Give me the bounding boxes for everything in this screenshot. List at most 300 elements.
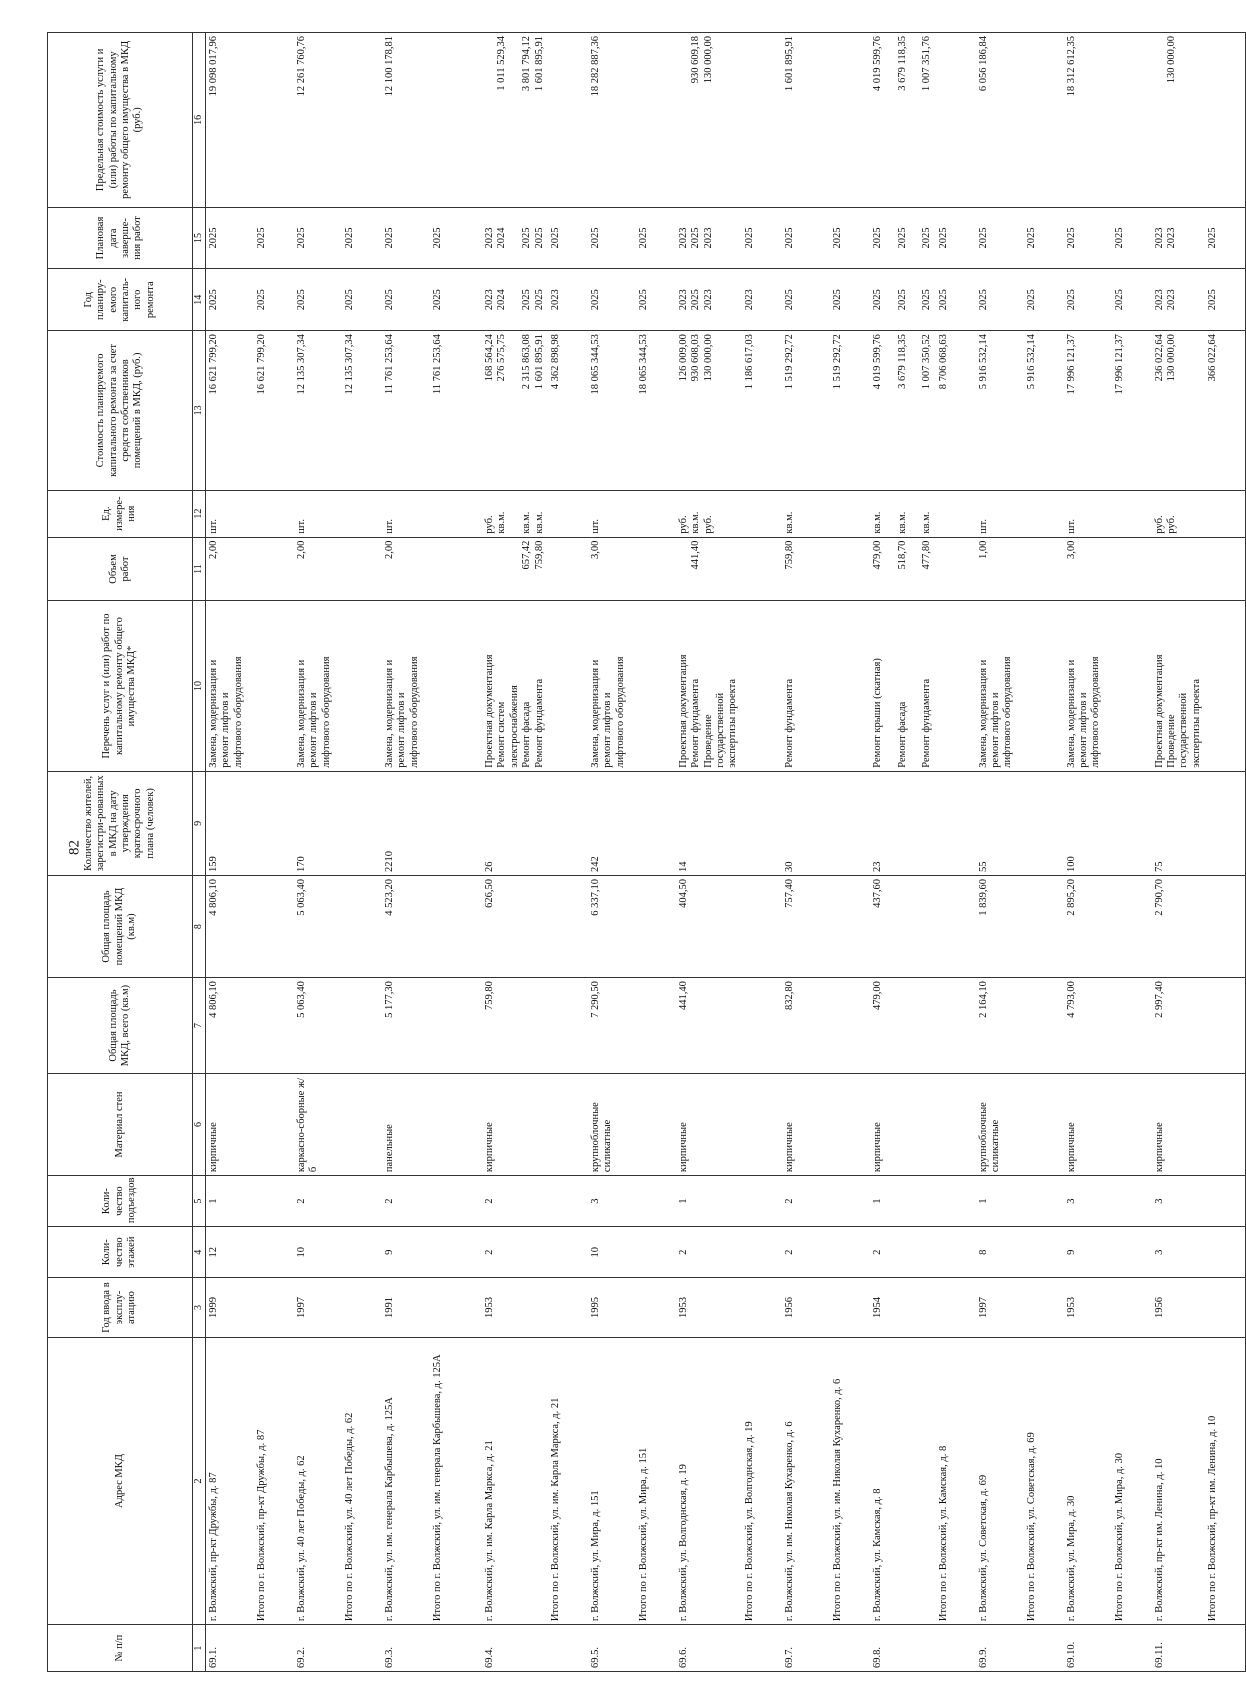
page-number: 82 <box>66 840 83 855</box>
empty-cell <box>342 1278 382 1338</box>
total-address: Итого по г. Волжский, ул. 40 лет Победы, д. 62 <box>342 1337 382 1624</box>
completion-date: 2025 <box>588 207 636 269</box>
empty-cell <box>636 1073 676 1175</box>
completion-date: 2023 2025 2023 <box>676 207 742 269</box>
row-number: 69.3. <box>382 1625 430 1672</box>
limit-cost: 12 261 760,76 <box>294 33 342 208</box>
column-number-10: 10 <box>193 601 206 771</box>
address: г. Волжский, пр-кт Дружбы, д. 87 <box>206 1337 255 1624</box>
empty-cell <box>342 537 382 601</box>
column-number-9: 9 <box>193 771 206 875</box>
wall-material: панельные <box>382 1073 430 1175</box>
total-row <box>430 33 482 1672</box>
completion-date: 2025 2025 2025 <box>870 207 936 269</box>
column-header-11: Объем работ <box>48 537 193 601</box>
total-repair-year: 2025 <box>830 269 870 331</box>
column-header-9: Количество жителей, зарегистри-рованных в МКД на дату утверждения краткосрочного плана (человек) <box>48 771 193 875</box>
total-area: 832,80 <box>782 978 830 1074</box>
column-header-10: Перечень услуг и (или) работ по капитальному ремонту общего имущества МКД* <box>48 601 193 771</box>
address: г. Волжский, ул. Советская, д. 69 <box>976 1337 1024 1624</box>
commission-year: 1954 <box>870 1278 936 1338</box>
total-completion-date: 2025 <box>830 207 870 269</box>
work-volume: 3,00 <box>1064 537 1112 601</box>
total-row <box>1112 33 1152 1672</box>
total-cost: 12 135 307,34 <box>342 331 382 491</box>
premises-area: 1 839,60 <box>976 875 1024 977</box>
empty-cell <box>936 601 976 771</box>
empty-cell <box>830 33 870 208</box>
empty-cell <box>636 1227 676 1278</box>
limit-cost: 19 098 017,96 <box>206 33 255 208</box>
premises-area: 626,50 <box>482 875 548 977</box>
row-number: 69.5. <box>588 1625 636 1672</box>
floors: 2 <box>870 1227 936 1278</box>
limit-cost: 930 609,18 130 000,00 <box>676 33 742 208</box>
premises-area: 4 523,20 <box>382 875 430 977</box>
floors: 9 <box>382 1227 430 1278</box>
total-address: Итого по г. Волжский, пр-кт Дружбы, д. 87 <box>254 1337 294 1624</box>
empty-cell <box>254 1278 294 1338</box>
empty-cell <box>1112 771 1152 875</box>
repair-year: 2025 <box>976 269 1024 331</box>
empty-cell <box>1024 978 1064 1074</box>
repair-year: 2025 <box>206 269 255 331</box>
cost: 16 621 799,20 <box>206 331 255 491</box>
column-number-1: 1 <box>193 1625 206 1672</box>
empty-cell <box>254 490 294 537</box>
repair-year: 2023 2023 <box>1152 269 1206 331</box>
empty-cell <box>830 1227 870 1278</box>
total-address: Итого по г. Волжский, ул. Советская, д. 69 <box>1024 1337 1064 1624</box>
empty-cell <box>548 978 588 1074</box>
commission-year: 1997 <box>294 1278 342 1338</box>
total-row <box>254 33 294 1672</box>
limit-cost: 12 100 178,81 <box>382 33 430 208</box>
cost: 4 019 599,76 3 679 118,35 1 007 350,52 <box>870 331 936 491</box>
empty-cell <box>636 601 676 771</box>
residents: 170 <box>294 771 342 875</box>
commission-year: 1997 <box>976 1278 1024 1338</box>
empty-cell <box>636 875 676 977</box>
empty-cell <box>1205 490 1246 537</box>
empty-cell <box>1112 875 1152 977</box>
empty-cell <box>342 1073 382 1175</box>
rotated-page <box>47 32 1219 1672</box>
empty-cell <box>742 490 782 537</box>
completion-date: 2025 <box>382 207 430 269</box>
row-number <box>636 1625 676 1672</box>
row-number <box>1112 1625 1152 1672</box>
address: г. Волжский, ул. им. генерала Карбышева, д. 125А <box>382 1337 430 1624</box>
column-header-4: Коли-чество этажей <box>48 1227 193 1278</box>
row-number <box>342 1625 382 1672</box>
total-area: 7 290,50 <box>588 978 636 1074</box>
total-repair-year: 2023 <box>742 269 782 331</box>
row-number <box>830 1625 870 1672</box>
floors: 2 <box>676 1227 742 1278</box>
empty-cell <box>1024 490 1064 537</box>
residents: 30 <box>782 771 830 875</box>
repair-year: 2025 <box>782 269 830 331</box>
total-repair-year: 2023 <box>548 269 588 331</box>
residents: 55 <box>976 771 1024 875</box>
premises-area: 6 337,10 <box>588 875 636 977</box>
empty-cell <box>1205 1278 1246 1338</box>
column-header-1: № п/п <box>48 1625 193 1672</box>
total-area: 5 063,40 <box>294 978 342 1074</box>
empty-cell <box>742 771 782 875</box>
empty-cell <box>1024 1227 1064 1278</box>
total-completion-date: 2025 <box>636 207 676 269</box>
residents: 159 <box>206 771 255 875</box>
repair-year: 2023 2025 2023 <box>676 269 742 331</box>
empty-cell <box>430 978 482 1074</box>
total-cost: 18 065 344,53 <box>636 331 676 491</box>
empty-cell <box>1112 537 1152 601</box>
row-number: 69.4. <box>482 1625 548 1672</box>
empty-cell <box>1024 33 1064 208</box>
total-area: 5 177,30 <box>382 978 430 1074</box>
empty-cell <box>1205 1073 1246 1175</box>
empty-cell <box>742 33 782 208</box>
empty-cell <box>1024 1073 1064 1175</box>
address: г. Волжский, ул. им. Николая Кухаренко, д. 6 <box>782 1337 830 1624</box>
total-cost: 5 916 532,14 <box>1024 331 1064 491</box>
empty-cell <box>430 1278 482 1338</box>
entrances: 1 <box>870 1176 936 1227</box>
empty-cell <box>1205 601 1246 771</box>
empty-cell <box>254 771 294 875</box>
total-row <box>830 33 870 1672</box>
empty-cell <box>830 978 870 1074</box>
cost: 1 519 292,72 <box>782 331 830 491</box>
column-number-row <box>193 33 206 1672</box>
empty-cell <box>342 1227 382 1278</box>
unit: шт. <box>588 490 636 537</box>
column-number-5: 5 <box>193 1176 206 1227</box>
works-list: Проектная документация Ремонт фундамента Проведение государственной экспертизы проекта <box>676 601 742 771</box>
column-number-8: 8 <box>193 875 206 977</box>
residents: 14 <box>676 771 742 875</box>
empty-cell <box>342 1176 382 1227</box>
total-cost: 17 996 121,37 <box>1112 331 1152 491</box>
commission-year: 1991 <box>382 1278 430 1338</box>
total-completion-date: 2025 <box>342 207 382 269</box>
wall-material: кирпичные <box>1152 1073 1206 1175</box>
entrances: 2 <box>382 1176 430 1227</box>
unit: руб. кв.м. кв.м. кв.м. <box>482 490 548 537</box>
works-list: Замена, модернизация и ремонт лифтов и лифтового оборудования <box>976 601 1024 771</box>
total-completion-date: 2025 <box>742 207 782 269</box>
wall-material: каркасно-сборные ж/б <box>294 1073 342 1175</box>
total-completion-date: 2025 <box>1112 207 1152 269</box>
empty-cell <box>1205 771 1246 875</box>
empty-cell <box>830 771 870 875</box>
floors: 3 <box>1152 1227 1206 1278</box>
empty-cell <box>254 601 294 771</box>
empty-cell <box>254 33 294 208</box>
empty-cell <box>548 771 588 875</box>
unit: шт. <box>1064 490 1112 537</box>
wall-material: кирпичные <box>482 1073 548 1175</box>
column-number-13: 13 <box>193 331 206 491</box>
row-number <box>430 1625 482 1672</box>
total-cost: 11 761 253,64 <box>430 331 482 491</box>
empty-cell <box>742 1073 782 1175</box>
empty-cell <box>830 1278 870 1338</box>
column-number-11: 11 <box>193 537 206 601</box>
address: г. Волжский, пр-кт им. Ленина, д. 10 <box>1152 1337 1206 1624</box>
column-number-6: 6 <box>193 1073 206 1175</box>
address: г. Волжский, ул. 40 лет Победы, д. 62 <box>294 1337 342 1624</box>
empty-cell <box>742 978 782 1074</box>
repair-year: 2025 <box>588 269 636 331</box>
total-area: 2 997,40 <box>1152 978 1206 1074</box>
total-row <box>1205 33 1246 1672</box>
empty-cell <box>1112 1073 1152 1175</box>
total-area: 4 806,10 <box>206 978 255 1074</box>
empty-cell <box>254 978 294 1074</box>
column-header-2: Адрес МКД <box>48 1337 193 1624</box>
empty-cell <box>636 490 676 537</box>
column-number-7: 7 <box>193 978 206 1074</box>
floors: 10 <box>294 1227 342 1278</box>
empty-cell <box>830 1073 870 1175</box>
total-address: Итого по г. Волжский, ул. Камская, д. 8 <box>936 1337 976 1624</box>
empty-cell <box>1024 1176 1064 1227</box>
unit: кв.м. кв.м. кв.м. <box>870 490 936 537</box>
column-header-12: Ед. измере-ния <box>48 490 193 537</box>
residents: 26 <box>482 771 548 875</box>
total-completion-date: 2025 <box>430 207 482 269</box>
floors: 12 <box>206 1227 255 1278</box>
empty-cell <box>548 1176 588 1227</box>
table-row <box>1152 33 1206 1672</box>
table-row <box>382 33 430 1672</box>
column-header-14: Год планиру-емого капиталь-ного ремонта <box>48 269 193 331</box>
total-cost: 366 022,64 <box>1205 331 1246 491</box>
empty-cell <box>936 490 976 537</box>
empty-cell <box>1112 33 1152 208</box>
wall-material: кирпичные <box>206 1073 255 1175</box>
empty-cell <box>1112 1227 1152 1278</box>
empty-cell <box>1024 875 1064 977</box>
empty-cell <box>1112 1278 1152 1338</box>
empty-cell <box>830 490 870 537</box>
empty-cell <box>254 1176 294 1227</box>
premises-area: 2 790,70 <box>1152 875 1206 977</box>
row-number: 69.11. <box>1152 1625 1206 1672</box>
row-number <box>548 1625 588 1672</box>
wall-material: крупноблочные силикатные <box>588 1073 636 1175</box>
table-row <box>676 33 742 1672</box>
cost: 12 135 307,34 <box>294 331 342 491</box>
repair-year: 2025 <box>382 269 430 331</box>
total-row <box>1024 33 1064 1672</box>
empty-cell <box>936 1278 976 1338</box>
empty-cell <box>430 875 482 977</box>
empty-cell <box>936 771 976 875</box>
row-number: 69.9. <box>976 1625 1024 1672</box>
empty-cell <box>430 1176 482 1227</box>
empty-cell <box>1205 875 1246 977</box>
table-row <box>482 33 548 1672</box>
empty-cell <box>830 875 870 977</box>
floors: 2 <box>782 1227 830 1278</box>
limit-cost: 130 000,00 <box>1152 33 1206 208</box>
header-row <box>48 33 193 1672</box>
empty-cell <box>1112 490 1152 537</box>
address: г. Волжский, ул. Камская, д. 8 <box>870 1337 936 1624</box>
unit: шт. <box>382 490 430 537</box>
total-area: 759,80 <box>482 978 548 1074</box>
total-completion-date: 2025 <box>548 207 588 269</box>
empty-cell <box>1024 1278 1064 1338</box>
row-number <box>254 1625 294 1672</box>
empty-cell <box>742 1176 782 1227</box>
entrances: 1 <box>206 1176 255 1227</box>
residents: 23 <box>870 771 936 875</box>
row-number: 69.6. <box>676 1625 742 1672</box>
empty-cell <box>636 537 676 601</box>
premises-area: 5 063,40 <box>294 875 342 977</box>
total-area: 479,00 <box>870 978 936 1074</box>
empty-cell <box>342 601 382 771</box>
empty-cell <box>548 1227 588 1278</box>
unit: руб. руб. <box>1152 490 1206 537</box>
empty-cell <box>1205 33 1246 208</box>
empty-cell <box>936 33 976 208</box>
empty-cell <box>548 490 588 537</box>
table-row <box>976 33 1024 1672</box>
residents: 75 <box>1152 771 1206 875</box>
works-list: Замена, модернизация и ремонт лифтов и лифтового оборудования <box>294 601 342 771</box>
total-address: Итого по г. Волжский, ул. им. Николая Кухаренко, д. 6 <box>830 1337 870 1624</box>
cost: 126 009,00 930 608,03 130 000,00 <box>676 331 742 491</box>
repair-year: 2025 <box>294 269 342 331</box>
cost: 5 916 532,14 <box>976 331 1024 491</box>
total-repair-year: 2025 <box>1205 269 1246 331</box>
total-repair-year: 2025 <box>430 269 482 331</box>
residents: 2210 <box>382 771 430 875</box>
table-row <box>782 33 830 1672</box>
total-row <box>548 33 588 1672</box>
total-repair-year: 2025 <box>636 269 676 331</box>
works-list: Ремонт крыши (скатная) Ремонт фасада Ремонт фундамента <box>870 601 936 771</box>
empty-cell <box>636 33 676 208</box>
repair-year: 2025 <box>1064 269 1112 331</box>
empty-cell <box>636 771 676 875</box>
limit-cost: 6 056 186,84 <box>976 33 1024 208</box>
column-header-15: Плановая дата заверше-ния работ <box>48 207 193 269</box>
capital-repair-table <box>47 32 1246 1672</box>
column-number-14: 14 <box>193 269 206 331</box>
wall-material: кирпичные <box>870 1073 936 1175</box>
floors: 9 <box>1064 1227 1112 1278</box>
cost: 18 065 344,53 <box>588 331 636 491</box>
empty-cell <box>254 875 294 977</box>
empty-cell <box>430 490 482 537</box>
row-number: 69.7. <box>782 1625 830 1672</box>
empty-cell <box>254 1073 294 1175</box>
column-number-12: 12 <box>193 490 206 537</box>
works-list: Проектная документация Проведение государственной экспертизы проекта <box>1152 601 1206 771</box>
total-completion-date: 2025 <box>1205 207 1246 269</box>
empty-cell <box>742 1227 782 1278</box>
empty-cell <box>254 537 294 601</box>
entrances: 3 <box>1152 1176 1206 1227</box>
residents: 242 <box>588 771 636 875</box>
total-row <box>742 33 782 1672</box>
completion-date: 2023 2024 2025 2025 <box>482 207 548 269</box>
work-volume: 657,42 759,80 <box>482 537 548 601</box>
commission-year: 1953 <box>482 1278 548 1338</box>
row-number <box>936 1625 976 1672</box>
limit-cost: 18 282 887,36 <box>588 33 636 208</box>
column-number-2: 2 <box>193 1337 206 1624</box>
total-row <box>636 33 676 1672</box>
empty-cell <box>430 537 482 601</box>
column-header-5: Коли-чество подъездов <box>48 1176 193 1227</box>
column-header-6: Материал стен <box>48 1073 193 1175</box>
empty-cell <box>1205 1176 1246 1227</box>
address: г. Волжский, ул. им. Карла Маркса, д. 21 <box>482 1337 548 1624</box>
commission-year: 1995 <box>588 1278 636 1338</box>
column-header-8: Общая площадь помещений МКД (кв.м) <box>48 875 193 977</box>
premises-area: 2 895,20 <box>1064 875 1112 977</box>
total-address: Итого по г. Волжский, пр-кт им. Ленина, д. 10 <box>1205 1337 1246 1624</box>
total-cost: 16 621 799,20 <box>254 331 294 491</box>
total-completion-date: 2025 <box>936 207 976 269</box>
completion-date: 2025 <box>294 207 342 269</box>
works-list: Ремонт фундамента <box>782 601 830 771</box>
works-list: Замена, модернизация и ремонт лифтов и лифтового оборудования <box>1064 601 1112 771</box>
cost: 11 761 253,64 <box>382 331 430 491</box>
total-repair-year: 2025 <box>936 269 976 331</box>
completion-date: 2025 <box>206 207 255 269</box>
work-volume: 2,00 <box>382 537 430 601</box>
work-volume: 441,40 <box>676 537 742 601</box>
entrances: 3 <box>1064 1176 1112 1227</box>
cost: 17 996 121,37 <box>1064 331 1112 491</box>
empty-cell <box>430 771 482 875</box>
commission-year: 1956 <box>1152 1278 1206 1338</box>
row-number <box>1024 1625 1064 1672</box>
table-header <box>48 33 206 1672</box>
empty-cell <box>548 1073 588 1175</box>
row-number: 69.1. <box>206 1625 255 1672</box>
works-list: Замена, модернизация и ремонт лифтов и лифтового оборудования <box>382 601 430 771</box>
column-header-3: Год ввода в эксплу-атацию <box>48 1278 193 1338</box>
empty-cell <box>548 601 588 771</box>
row-number: 69.2. <box>294 1625 342 1672</box>
work-volume: 1,00 <box>976 537 1024 601</box>
empty-cell <box>830 601 870 771</box>
empty-cell <box>742 1278 782 1338</box>
empty-cell <box>742 601 782 771</box>
work-volume: 759,80 <box>782 537 830 601</box>
works-list: Замена, модернизация и ремонт лифтов и лифтового оборудования <box>206 601 255 771</box>
total-row <box>936 33 976 1672</box>
work-volume <box>1152 537 1206 601</box>
table-row <box>294 33 342 1672</box>
column-number-16: 16 <box>193 33 206 208</box>
total-repair-year: 2025 <box>1112 269 1152 331</box>
works-list: Проектная документация Ремонт систем электроснабжения Ремонт фасада Ремонт фундамента <box>482 601 548 771</box>
column-number-3: 3 <box>193 1278 206 1338</box>
floors: 10 <box>588 1227 636 1278</box>
cost: 236 022,64 130 000,00 <box>1152 331 1206 491</box>
